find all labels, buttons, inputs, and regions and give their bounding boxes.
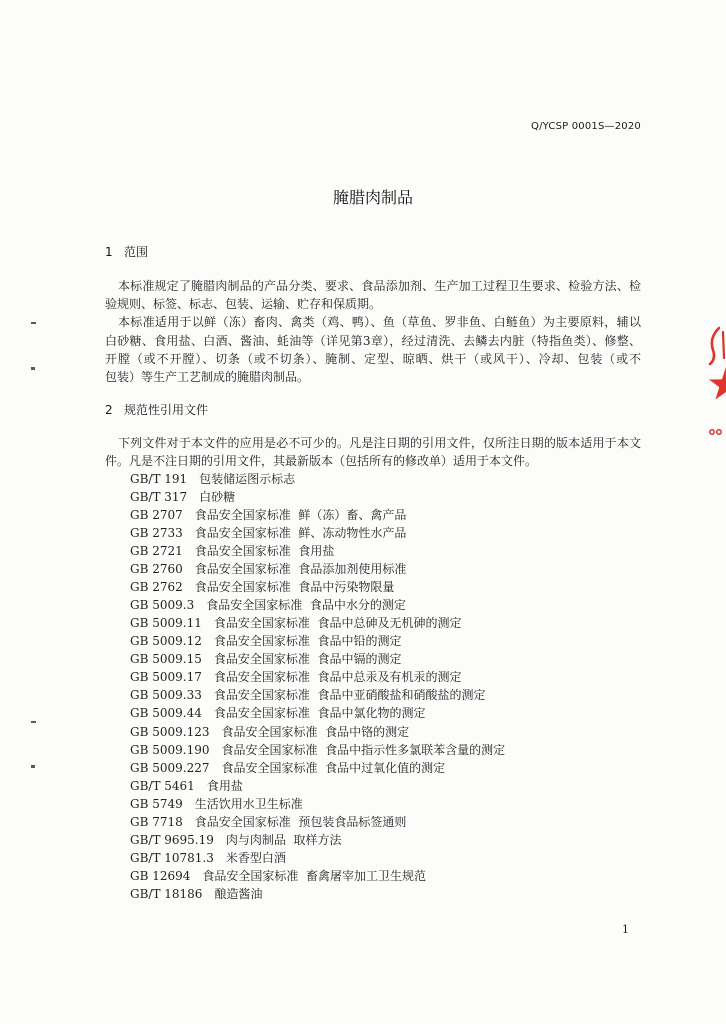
paragraph-line: 白砂糖、食用盐、白酒、酱油、蚝油等（详见第3章），经过清洗、去鳞去内脏（特指鱼类）、修整、 (105, 333, 641, 348)
reference-title: 食品安全国家标准 食品中铬的测定 (221, 724, 410, 739)
reference-title: 食品安全国家标准 食品中镉的测定 (213, 652, 402, 667)
scan-mark (31, 322, 36, 324)
reference-item (130, 470, 630, 488)
paragraph-line: 开膛（或不开膛）、切条（或不切条）、腌制、定型、晾晒、烘干（或风干）、冷却、包装（或不 (105, 351, 641, 366)
reference-title: 食品安全国家标准 鲜、冻动物性水产品 (194, 526, 407, 541)
document-title: 腌腊肉制品 (332, 188, 413, 207)
reference-title: 白砂糖 (199, 490, 236, 505)
reference-item (130, 795, 630, 813)
reference-title: 包装储运图示标志 (199, 472, 296, 487)
seal-stamp-fragment (698, 318, 726, 448)
reference-item (130, 560, 630, 578)
reference-title: 食品安全国家标准 预包装食品标签通则 (194, 814, 407, 829)
reference-code: GB 5009.123 (130, 724, 210, 739)
reference-code: GB 12694 (130, 868, 191, 883)
reference-item (130, 686, 630, 704)
reference-code: GB 2760 (130, 562, 183, 577)
reference-item (130, 867, 630, 885)
reference-title: 米香型白酒 (225, 850, 286, 865)
paragraph-line: 下列文件对于本文件的应用是必不可少的。凡是注日期的引用文件，仅所注日期的版本适用于本文 (118, 436, 641, 450)
reference-item (130, 650, 630, 668)
reference-title: 食品安全国家标准 食用盐 (194, 544, 335, 559)
reference-item (130, 542, 630, 560)
scan-mark (31, 367, 35, 370)
reference-code: GB 5009.11 (130, 616, 202, 631)
reference-title: 肉与肉制品 取样方法 (225, 832, 342, 847)
reference-code: GB 5009.44 (130, 706, 202, 721)
section-2-number: 2 (105, 403, 113, 417)
reference-item (130, 704, 630, 722)
section-2-heading (105, 402, 208, 418)
paragraph-line: 件。凡是不注日期的引用文件，其最新版本（包括所有的修改单）适用于本文件。 (105, 454, 538, 469)
reference-item (130, 524, 630, 542)
paragraph-line: 本标准适用于以鲜（冻）畜肉、禽类（鸡、鸭）、鱼（草鱼、罗非鱼、白鲢鱼）为主要原料，辅以 (118, 315, 641, 330)
reference-item (130, 506, 630, 524)
reference-title: 食品安全国家标准 食品中铅的测定 (213, 634, 402, 649)
reference-item (130, 632, 630, 650)
reference-code: GB 2721 (130, 544, 183, 559)
reference-code: GB/T 317 (130, 490, 188, 505)
star-icon (709, 367, 726, 400)
reference-code: GB/T 191 (130, 472, 188, 487)
reference-item (130, 759, 630, 777)
paragraph-line: 验规则、标签、标志、包装、运输、贮存和保质期。 (105, 297, 382, 312)
reference-code: GB/T 10781.3 (130, 850, 214, 865)
standard-code: Q/YCSP 0001S—2020 (531, 121, 641, 132)
reference-item (130, 777, 630, 795)
reference-code: GB/T 5461 (130, 778, 195, 793)
section-1-title: 范围 (124, 245, 149, 259)
reference-code: GB 5009.227 (130, 760, 210, 775)
reference-item (130, 668, 630, 686)
reference-item (130, 614, 630, 632)
reference-code: GB 7718 (130, 814, 183, 829)
section-1-body (0, 277, 726, 386)
reference-title: 食品安全国家标准 食品中污染物限量 (194, 580, 395, 595)
reference-item (130, 849, 630, 867)
reference-title: 食品安全国家标准 食品添加剂使用标准 (194, 562, 407, 577)
reference-title: 食品安全国家标准 食品中总汞及有机汞的测定 (213, 670, 462, 685)
reference-title: 食品安全国家标准 食品中亚硝酸盐和硝酸盐的测定 (213, 688, 486, 703)
reference-title: 食品安全国家标准 食品中过氧化值的测定 (221, 760, 446, 775)
reference-code: GB 5009.190 (130, 742, 210, 757)
reference-title: 食品安全国家标准 食品中氯化物的测定 (213, 706, 426, 721)
reference-title: 食品安全国家标准 食品中水分的测定 (206, 598, 406, 613)
reference-code: GB 5009.17 (130, 670, 202, 685)
section-2-body (0, 434, 726, 903)
reference-code: GB 5009.15 (130, 652, 202, 667)
scan-mark (31, 721, 36, 723)
section-1-heading (105, 244, 148, 260)
reference-code: GB/T 18186 (130, 886, 203, 901)
reference-item (130, 596, 630, 614)
reference-item (130, 813, 630, 831)
reference-item (130, 885, 630, 903)
page-number: 1 (622, 923, 629, 936)
reference-item (130, 578, 630, 596)
reference-item (130, 488, 630, 506)
paragraph-line: 本标准规定了腌腊肉制品的产品分类、要求、食品添加剂、生产加工过程卫生要求、检验方法、检 (118, 279, 641, 293)
reference-code: GB/T 9695.19 (130, 832, 214, 847)
reference-title: 食品安全国家标准 鲜（冻）畜、禽产品 (194, 508, 407, 523)
reference-title: 食品安全国家标准 食品中指示性多氯联苯含量的测定 (221, 742, 506, 757)
reference-item (130, 723, 630, 741)
reference-code: GB 2707 (130, 508, 183, 523)
section-1-number: 1 (105, 245, 113, 259)
reference-code: GB 5009.12 (130, 634, 202, 649)
reference-code: GB 5749 (130, 796, 183, 811)
section-2-title: 规范性引用文件 (124, 403, 209, 417)
paragraph-line: 包装）等生产工艺制成的腌腊肉制品。 (105, 369, 310, 384)
reference-code: GB 5009.33 (130, 688, 202, 703)
reference-title: 食用盐 (206, 778, 243, 793)
reference-code: GB 5009.3 (130, 598, 195, 613)
reference-item (130, 831, 630, 849)
reference-title: 食品安全国家标准 畜禽屠宰加工卫生规范 (202, 868, 427, 883)
reference-code: GB 2733 (130, 526, 183, 541)
scan-mark (31, 765, 35, 768)
reference-title: 生活饮用水卫生标准 (194, 796, 303, 811)
reference-title: 酿造酱油 (214, 886, 263, 901)
reference-title: 食品安全国家标准 食品中总砷及无机砷的测定 (213, 616, 462, 631)
reference-item (130, 741, 630, 759)
reference-code: GB 2762 (130, 580, 183, 595)
